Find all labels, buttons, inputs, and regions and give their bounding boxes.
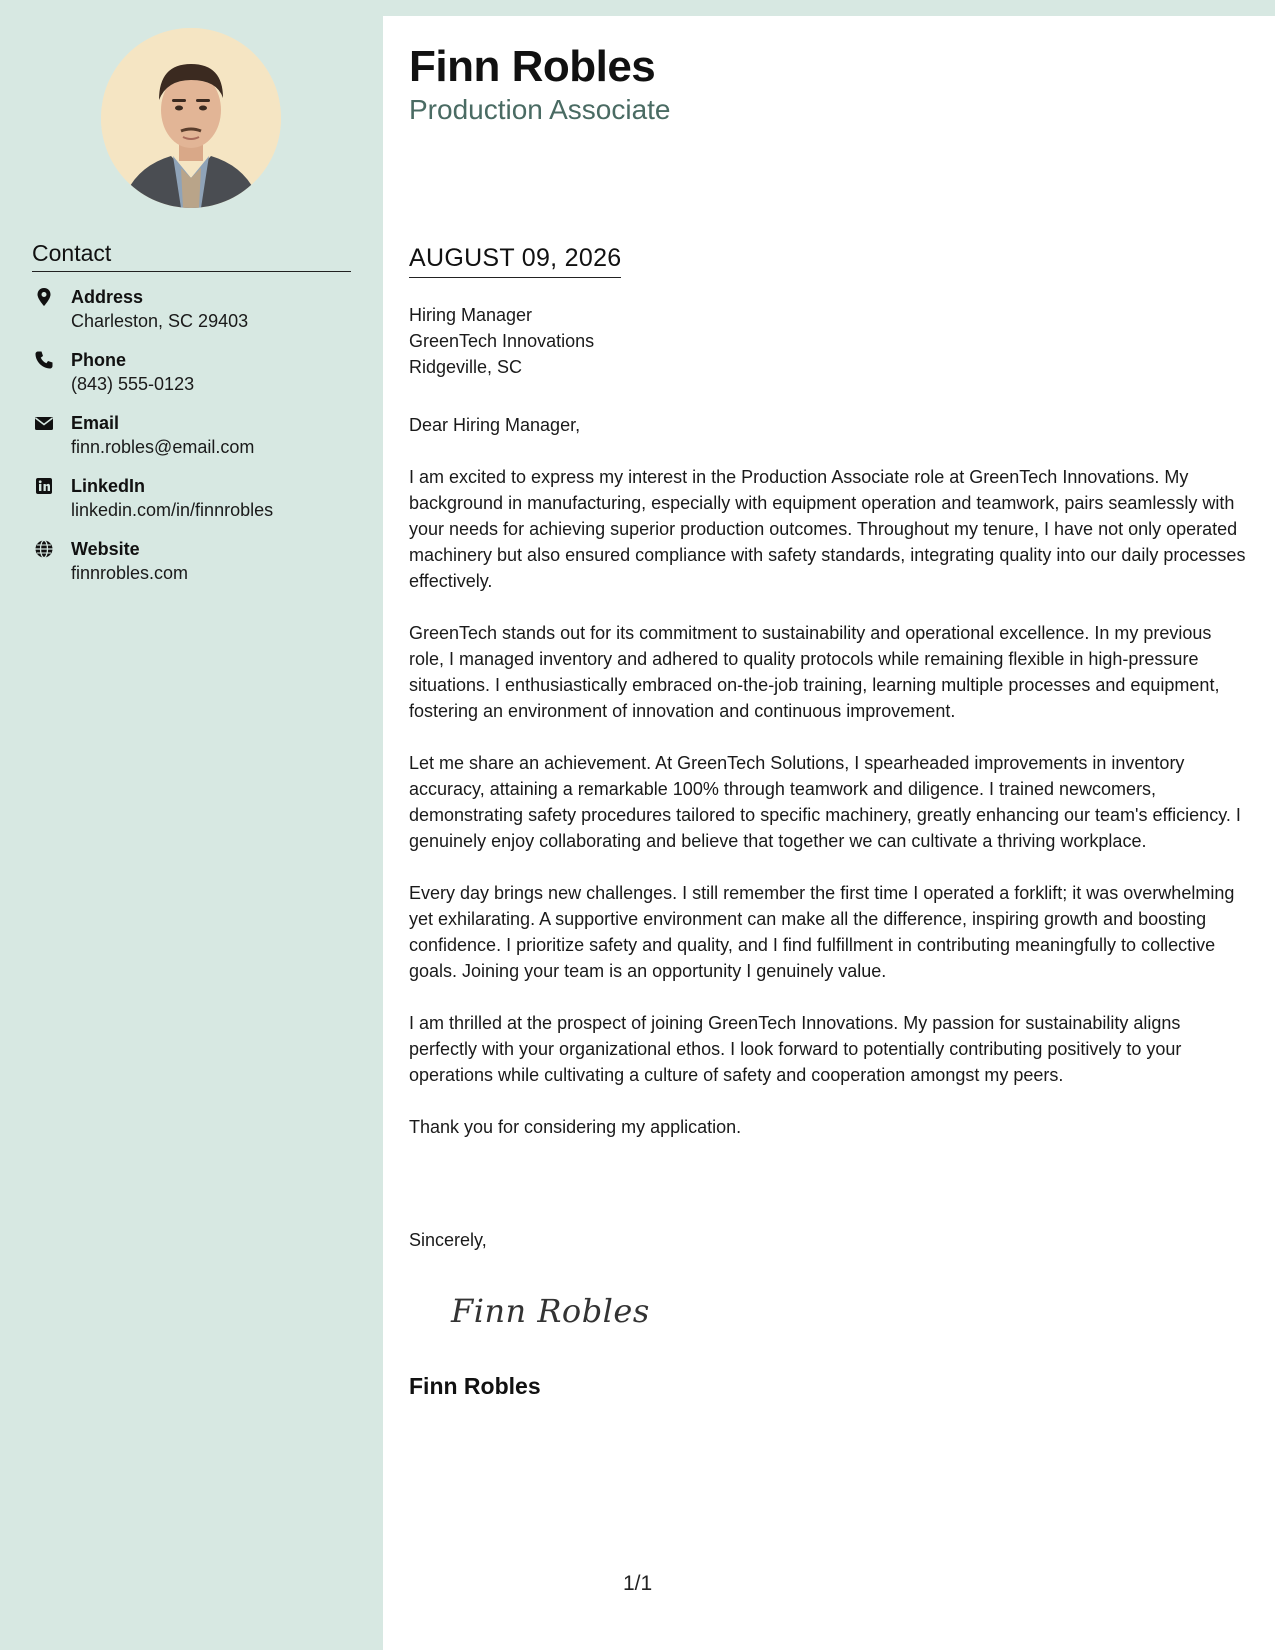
profile-photo <box>101 28 281 208</box>
contact-item-address <box>32 285 362 348</box>
job-title: Production Associate <box>409 94 671 125</box>
map-pin-icon <box>34 287 54 307</box>
contact-item-website <box>32 537 362 600</box>
recipient-block <box>409 302 594 380</box>
body-paragraph: Let me share an achievement. At GreenTech Solutions, I spearheaded improvements in inventory accuracy, attaining a remarkable 100% through teamwork and diligence. I trained newcomers, demonstrating safety procedures tailored to specific machinery, greatly enhancing our team's efficiency. I genuinely enjoy collaborating and believe that together we can cultivate a thriving workplace. <box>409 753 1241 851</box>
body-paragraph: I am excited to express my interest in the Production Associate role at GreenTech Innovations. My background in manufacturing, especially with equipment operation and teamwork, pairs seamlessly with your needs for achieving superior production outcomes. Throughout my tenure, I have not only operated machinery but also ensured compliance with safety standards, integrating quality into our daily processes effectively. <box>409 467 1246 591</box>
salutation: Dear Hiring Manager, <box>409 415 581 435</box>
contact-value: (843) 555-0123 <box>71 374 195 394</box>
contact-value: finn.robles@email.com <box>71 437 255 457</box>
signed-name: Finn Robles <box>409 1373 541 1399</box>
page-number: 1/1 <box>623 1572 653 1595</box>
recipient-line: GreenTech Innovations <box>409 331 595 351</box>
contact-item-linkedin <box>32 474 362 537</box>
contact-item-email <box>32 411 362 474</box>
contact-list <box>32 285 362 600</box>
contact-label: Address <box>71 287 144 307</box>
recipient-line: Ridgeville, SC <box>409 357 523 377</box>
linkedin-icon <box>34 476 54 496</box>
handwritten-signature: Finn Robles <box>451 1292 650 1330</box>
closing: Sincerely, <box>409 1230 487 1250</box>
contact-label: Email <box>71 413 120 433</box>
letter-page <box>383 16 1275 1650</box>
globe-icon <box>34 539 54 559</box>
contact-value: finnrobles.com <box>71 563 189 583</box>
contact-label: Phone <box>71 350 127 370</box>
contact-label: LinkedIn <box>71 476 146 496</box>
body-paragraph: I am thrilled at the prospect of joining GreenTech Innovations. My passion for sustainability aligns perfectly with your organizational ethos. I look forward to potentially contributing positively to your operations while cultivating a culture of safety and cooperation amongst my peers. <box>409 1013 1182 1085</box>
letter-date: AUGUST 09, 2026 <box>409 244 621 278</box>
body-paragraph: Every day brings new challenges. I still remember the first time I operated a forklift; it was overwhelming yet exhilarating. A supportive environment can make all the difference, inspiring growth and boosting confidence. I prioritize safety and quality, and I find fulfillment in contributing meaningfully to collective goals. Joining your team is an opportunity I genuinely value. <box>409 883 1235 981</box>
letter-body <box>409 412 1249 1166</box>
recipient-line: Hiring Manager <box>409 305 533 325</box>
envelope-icon <box>34 413 54 433</box>
body-paragraph: Thank you for considering my application. <box>409 1117 742 1137</box>
contact-value: linkedin.com/in/finnrobles <box>71 500 274 520</box>
phone-icon <box>34 350 54 370</box>
applicant-name: Finn Robles <box>409 42 656 91</box>
sidebar <box>0 0 383 1650</box>
body-paragraph: GreenTech stands out for its commitment to sustainability and operational excellence. In my previous role, I managed inventory and adhered to quality protocols while remaining flexible in high-pressure situations. I enthusiastically embraced on-the-job training, learning multiple processes and equipment, fostering an environment of innovation and continuous improvement. <box>409 623 1220 721</box>
contact-heading: Contact <box>32 240 351 272</box>
contact-value: Charleston, SC 29403 <box>71 311 249 331</box>
contact-label: Website <box>71 539 140 559</box>
contact-item-phone <box>32 348 362 411</box>
